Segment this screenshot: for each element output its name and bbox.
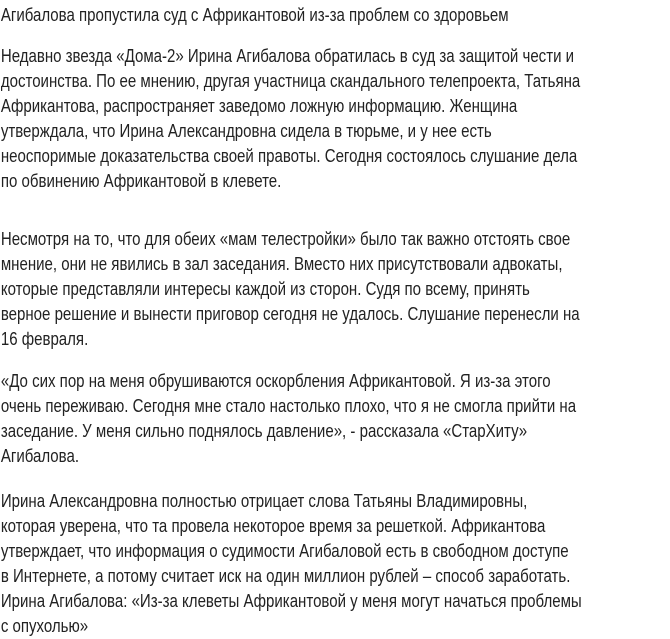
article-paragraph bbox=[1, 489, 582, 639]
text-line: Ирина Александровна полностью отрицает слова Татьяны Владимировны, bbox=[0, 491, 528, 511]
text-line: 16 февраля. bbox=[0, 329, 89, 349]
text-line: которые представляли интересы каждой из сторон. Судя по всему, принять bbox=[0, 279, 530, 299]
text-line: Недавно звезда «Дома-2» Ирина Агибалова обратилась в суд за защитой чести и bbox=[0, 46, 575, 66]
text-line: «До сих пор на меня обрушиваются оскорбления Африкантовой. Я из-за этого bbox=[0, 371, 551, 391]
text-line: Агибалова. bbox=[0, 446, 80, 466]
quote-paragraph bbox=[1, 369, 576, 469]
article-title: Агибалова пропустила суд с Африкантовой из-за проблем со здоровьем bbox=[0, 5, 509, 25]
text-line: с опухолью» bbox=[0, 616, 89, 636]
text-line: достоинства. По ее мнению, другая участница скандального телепроекта, Татьяна bbox=[0, 71, 581, 91]
text-line: по обвинению Африкантовой в клевете. bbox=[0, 171, 282, 191]
text-line: Африкантова, распространяет заведомо ложную информацию. Женщина bbox=[0, 96, 518, 116]
text-line: очень переживаю. Сегодня мне стало настолько плохо, что я не смогла прийти на bbox=[0, 396, 577, 416]
text-line: Несмотря на то, что для обеих «мам телестройки» было так важно отстоять свое bbox=[0, 229, 571, 249]
text-line: заседание. У меня сильно поднялось давление», - рассказала «СтарХиту» bbox=[0, 421, 528, 441]
text-line: которая уверена, что та провела некоторое время за решеткой. Африкантова bbox=[0, 516, 546, 536]
text-line: Ирина Агибалова: «Из-за клеветы Африкантовой у меня могут начаться проблемы bbox=[0, 591, 582, 611]
text-line: в Интернете, а потому считает иск на один миллион рублей – способ заработать. bbox=[0, 566, 571, 586]
text-line: верное решение и вынести приговор сегодня не удалось. Слушание перенесли на bbox=[0, 304, 580, 324]
text-line: утверждала, что Ирина Александровна сидела в тюрьме, и у нее есть bbox=[0, 121, 492, 141]
article-paragraph bbox=[1, 227, 580, 352]
text-line: неоспоримые доказательства своей правоты. Сегодня состоялось слушание дела bbox=[0, 146, 578, 166]
text-line: мнение, они не явились в зал заседания. Вместо них присутствовали адвокаты, bbox=[0, 254, 563, 274]
article-paragraph bbox=[1, 44, 580, 194]
text-line: утверждает, что информация о судимости Агибаловой есть в свободном доступе bbox=[0, 541, 569, 561]
